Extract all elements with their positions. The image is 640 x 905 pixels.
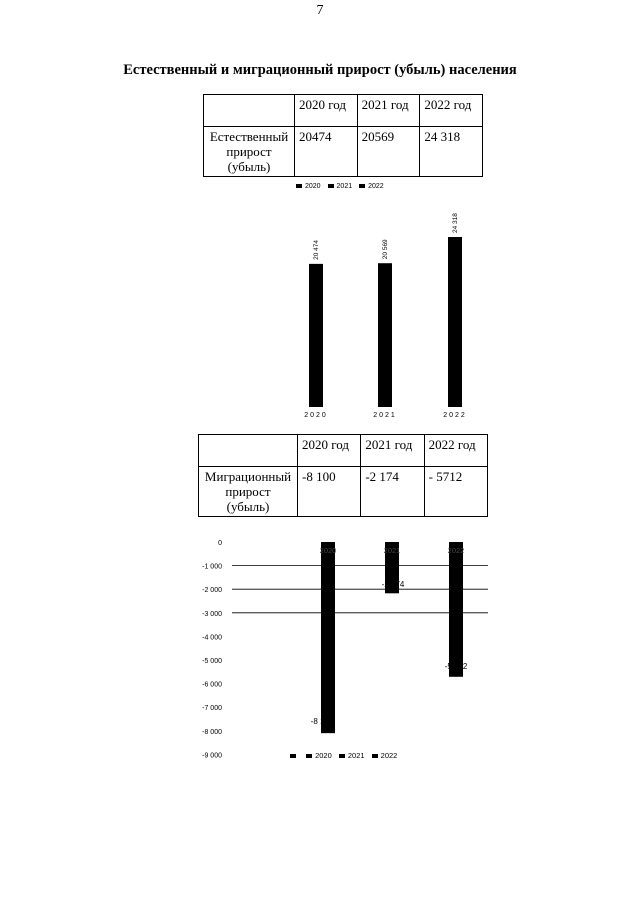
x-tick-label: 2020 xyxy=(304,412,328,419)
data-label: 24 318 xyxy=(452,213,459,233)
table-header-cell: 2021 год xyxy=(361,435,424,467)
table-cell: 24 318 xyxy=(420,127,483,177)
legend-swatch xyxy=(339,754,345,758)
y-tick-label: -4 000 xyxy=(202,634,222,642)
y-tick-label: -3 000 xyxy=(202,610,222,618)
bar xyxy=(378,263,392,407)
legend-item xyxy=(290,751,299,760)
data-label: -5 712 xyxy=(444,662,468,671)
bar xyxy=(449,542,463,677)
legend-label: 2020 xyxy=(305,183,321,190)
data-label: 20 569 xyxy=(382,239,389,260)
category-label: 2022 xyxy=(447,546,465,555)
category-label: 2021 xyxy=(383,546,401,555)
table-cell: -8 100 xyxy=(298,467,361,517)
y-tick-label: -6 000 xyxy=(202,681,222,689)
row-label: Естественный прирост (убыль) xyxy=(204,127,295,177)
table-header-cell: 2020 год xyxy=(295,95,358,127)
page-title: Естественный и миграционный прирост (убыль) населения xyxy=(123,62,517,78)
legend-item xyxy=(339,751,365,760)
bar xyxy=(321,542,335,733)
x-tick-label: 2022 xyxy=(443,412,467,419)
table-header-cell xyxy=(199,435,298,467)
legend-label: 2021 xyxy=(347,751,365,760)
migration-growth-table xyxy=(198,434,488,517)
legend-swatch xyxy=(372,754,378,758)
chart2-legend xyxy=(290,751,402,760)
x-tick-label: 2021 xyxy=(373,412,397,419)
data-label: -2 174 xyxy=(381,580,405,589)
y-tick-label: -9 000 xyxy=(202,752,222,760)
data-label: -8 100 xyxy=(310,717,334,726)
table-header-cell: 2022 год xyxy=(424,435,487,467)
legend-swatch xyxy=(290,754,296,758)
table-cell: 20569 xyxy=(357,127,420,177)
legend-label: 2020 xyxy=(315,751,332,760)
y-tick-label: 0 xyxy=(218,540,222,547)
table-header-cell: 2022 год xyxy=(420,95,483,127)
page-number: 7 xyxy=(316,3,324,18)
row-label: Миграционный прирост (убыль) xyxy=(199,467,298,517)
table-cell: 20474 xyxy=(295,127,358,177)
table-header-cell: 2020 год xyxy=(298,435,361,467)
legend-label: 2021 xyxy=(336,183,353,190)
data-label: 20 474 xyxy=(313,239,320,260)
table-cell: -2 174 xyxy=(361,467,424,517)
legend-label: 2022 xyxy=(368,183,384,190)
y-tick-label: -8 000 xyxy=(202,728,222,736)
bar xyxy=(309,264,323,407)
legend-item xyxy=(372,751,398,760)
table-cell: - 5712 xyxy=(424,467,487,517)
legend-swatch xyxy=(306,754,312,758)
y-tick-label: -5 000 xyxy=(202,658,222,665)
y-tick-label: -2 000 xyxy=(202,587,222,595)
table-header-cell: 2021 год xyxy=(357,95,420,127)
category-label: 2020 xyxy=(319,546,337,555)
legend-label: 2022 xyxy=(380,751,398,760)
legend-item xyxy=(306,751,332,760)
y-tick-label: -1 000 xyxy=(202,563,222,571)
y-tick-label: -7 000 xyxy=(202,705,222,713)
bar xyxy=(448,237,462,407)
